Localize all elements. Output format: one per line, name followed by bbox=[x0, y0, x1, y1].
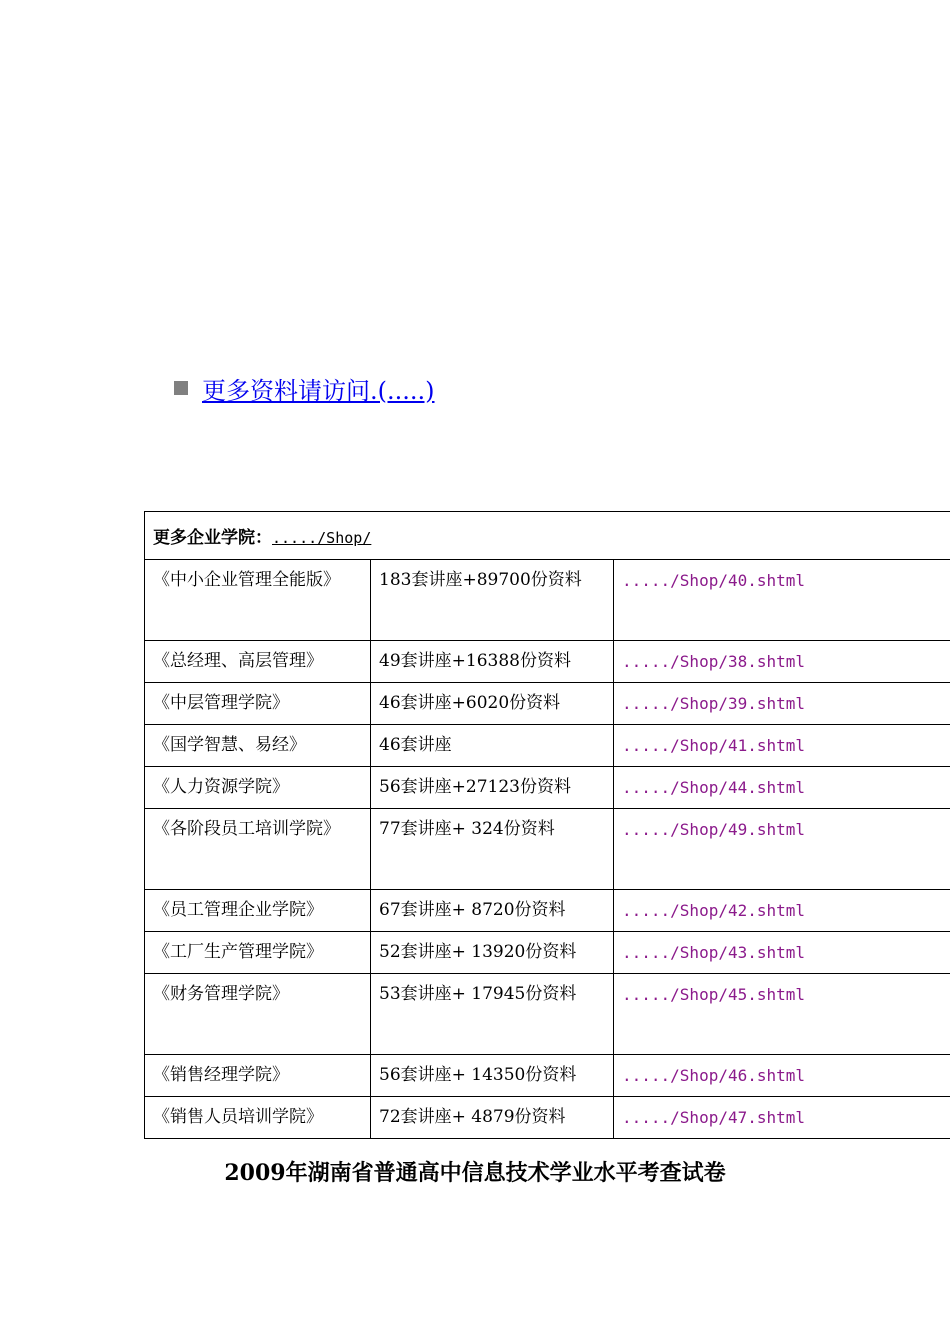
course-url[interactable]: ...../Shop/47.shtml bbox=[614, 1097, 950, 1139]
table-row bbox=[145, 683, 950, 725]
table-row bbox=[145, 974, 950, 1055]
course-count: 183套讲座+89700份资料 bbox=[371, 560, 614, 641]
course-count: 49套讲座+16388份资料 bbox=[371, 641, 614, 683]
course-name: 《销售人员培训学院》 bbox=[145, 1097, 371, 1139]
course-url[interactable]: ...../Shop/49.shtml bbox=[614, 809, 950, 890]
course-count: 56套讲座+27123份资料 bbox=[371, 767, 614, 809]
course-url[interactable]: ...../Shop/42.shtml bbox=[614, 890, 950, 932]
table-row bbox=[145, 1097, 950, 1139]
table-row bbox=[145, 641, 950, 683]
course-url[interactable]: ...../Shop/39.shtml bbox=[614, 683, 950, 725]
more-resources-line bbox=[174, 370, 435, 406]
course-count: 46套讲座+6020份资料 bbox=[371, 683, 614, 725]
course-url[interactable]: ...../Shop/40.shtml bbox=[614, 560, 950, 641]
course-name: 《各阶段员工培训学院》 bbox=[145, 809, 371, 890]
table-row bbox=[145, 767, 950, 809]
table-row bbox=[145, 932, 950, 974]
table-row bbox=[145, 1055, 950, 1097]
course-name: 《员工管理企业学院》 bbox=[145, 890, 371, 932]
header-label: 更多企业学院： bbox=[153, 528, 272, 548]
course-count: 52套讲座+ 13920份资料 bbox=[371, 932, 614, 974]
course-name: 《总经理、高层管理》 bbox=[145, 641, 371, 683]
course-name: 《中小企业管理全能版》 bbox=[145, 560, 371, 641]
table-header-row bbox=[145, 512, 950, 560]
course-url[interactable]: ...../Shop/41.shtml bbox=[614, 725, 950, 767]
course-name: 《国学智慧、易经》 bbox=[145, 725, 371, 767]
course-name: 《工厂生产管理学院》 bbox=[145, 932, 371, 974]
course-count: 72套讲座+ 4879份资料 bbox=[371, 1097, 614, 1139]
course-name: 《人力资源学院》 bbox=[145, 767, 371, 809]
header-url-link[interactable]: ...../Shop/ bbox=[272, 529, 372, 547]
square-bullet-icon bbox=[174, 381, 188, 395]
table-row bbox=[145, 560, 950, 641]
course-url[interactable]: ...../Shop/43.shtml bbox=[614, 932, 950, 974]
more-resources-link[interactable]: 更多资料请访问.(.....) bbox=[202, 376, 435, 405]
course-count: 77套讲座+ 324份资料 bbox=[371, 809, 614, 890]
table-row bbox=[145, 890, 950, 932]
course-name: 《中层管理学院》 bbox=[145, 683, 371, 725]
table-row bbox=[145, 725, 950, 767]
course-count: 46套讲座 bbox=[371, 725, 614, 767]
course-name: 《财务管理学院》 bbox=[145, 974, 371, 1055]
document-title: 2009年湖南省普通高中信息技术学业水平考查试卷 bbox=[224, 1160, 726, 1186]
table-header-cell bbox=[145, 512, 950, 560]
course-count: 67套讲座+ 8720份资料 bbox=[371, 890, 614, 932]
course-url[interactable]: ...../Shop/44.shtml bbox=[614, 767, 950, 809]
course-url[interactable]: ...../Shop/46.shtml bbox=[614, 1055, 950, 1097]
course-name: 《销售经理学院》 bbox=[145, 1055, 371, 1097]
course-count: 56套讲座+ 14350份资料 bbox=[371, 1055, 614, 1097]
course-count: 53套讲座+ 17945份资料 bbox=[371, 974, 614, 1055]
course-table bbox=[144, 511, 950, 1139]
course-url[interactable]: ...../Shop/45.shtml bbox=[614, 974, 950, 1055]
course-url[interactable]: ...../Shop/38.shtml bbox=[614, 641, 950, 683]
table-row bbox=[145, 809, 950, 890]
